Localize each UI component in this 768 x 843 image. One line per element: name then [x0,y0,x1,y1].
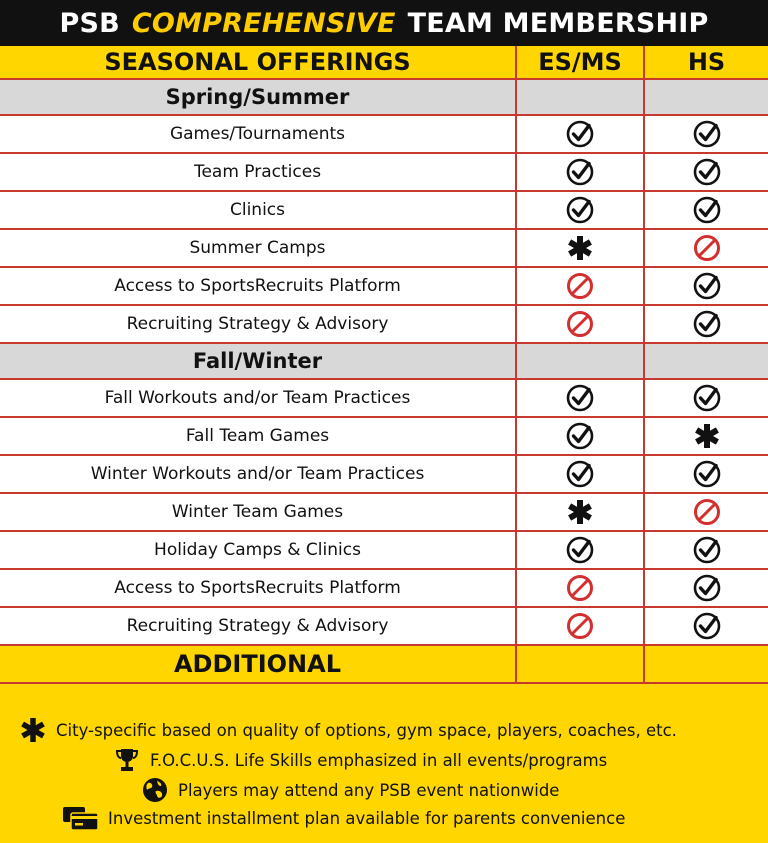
hs-cell [644,191,768,229]
offering-label: Access to SportsRecruits Platform [0,569,516,607]
table-row [0,531,768,569]
offering-label: Holiday Camps & Clinics [0,531,516,569]
note-text: Investment installment plan available for parents convenience [108,808,626,828]
header-row [0,46,768,79]
prohibited-icon [565,314,595,334]
table-row [0,153,768,191]
hs-cell [644,569,768,607]
title-part1: PSB [59,7,120,39]
offering-label: Recruiting Strategy & Advisory [0,305,516,343]
esms-cell [516,531,644,569]
table-row [0,191,768,229]
prohibited-icon [692,502,722,522]
hs-cell [644,229,768,267]
notes-section [0,711,768,843]
additional-row [0,645,768,683]
check-circle-icon [692,388,722,408]
esms-cell [516,493,644,531]
check-circle-icon [692,124,722,144]
note-text: F.O.C.U.S. Life Skills emphasized in all events/programs [150,750,608,770]
offering-label: Fall Workouts and/or Team Practices [0,379,516,417]
table-row [0,417,768,455]
asterisk-icon [18,717,48,743]
offering-label: Winter Workouts and/or Team Practices [0,455,516,493]
esms-cell [516,153,644,191]
hs-cell [644,153,768,191]
table-row [0,267,768,305]
note-nationwide [140,777,559,803]
title-part2: TEAM MEMBERSHIP [407,7,709,39]
offering-label: Winter Team Games [0,493,516,531]
asterisk-icon [565,502,595,522]
esms-cell [516,417,644,455]
section-title: Fall/Winter [0,343,516,379]
table-row [0,607,768,645]
globe-icon [140,777,170,803]
hs-cell [644,531,768,569]
check-circle-icon [692,276,722,296]
check-circle-icon [565,540,595,560]
hs-cell [644,455,768,493]
table-row [0,455,768,493]
esms-cell [516,115,644,153]
note-text: Players may attend any PSB event nationwide [178,780,560,800]
hs-cell [644,305,768,343]
header-esms: ES/MS [516,46,644,79]
esms-cell [516,229,644,267]
prohibited-icon [565,276,595,296]
section-esms-cell [516,79,644,115]
hs-cell [644,115,768,153]
esms-cell [516,607,644,645]
hs-cell [644,267,768,305]
check-circle-icon [565,464,595,484]
esms-cell [516,569,644,607]
offerings-table [0,46,768,684]
prohibited-icon [565,616,595,636]
offering-label: Games/Tournaments [0,115,516,153]
offering-label: Access to SportsRecruits Platform [0,267,516,305]
check-circle-icon [565,200,595,220]
section-esms-cell [516,343,644,379]
check-circle-icon [692,314,722,334]
table-row [0,379,768,417]
check-circle-icon [692,162,722,182]
section-row [0,343,768,379]
check-circle-icon [692,616,722,636]
hs-cell [644,607,768,645]
offering-label: Fall Team Games [0,417,516,455]
section-title: Spring/Summer [0,79,516,115]
check-circle-icon [565,388,595,408]
table-row [0,115,768,153]
offering-label: Summer Camps [0,229,516,267]
page-title [0,0,768,46]
note-installment-plan [62,805,625,831]
table-row [0,493,768,531]
esms-cell [516,267,644,305]
esms-cell [516,379,644,417]
trophy-icon [112,747,142,773]
hs-cell [644,417,768,455]
section-hs-cell [644,343,768,379]
check-circle-icon [565,426,595,446]
section-hs-cell [644,79,768,115]
note-city-specific [18,717,677,743]
header-hs: HS [644,46,768,79]
prohibited-icon [565,578,595,598]
additional-title: ADDITIONAL [0,645,516,683]
check-circle-icon [692,540,722,560]
offering-label: Team Practices [0,153,516,191]
hs-cell [644,493,768,531]
offering-label: Recruiting Strategy & Advisory [0,607,516,645]
table-row [0,305,768,343]
asterisk-icon [692,426,722,446]
prohibited-icon [692,238,722,258]
esms-cell [516,455,644,493]
additional-esms-cell [516,645,644,683]
esms-cell [516,305,644,343]
esms-cell [516,191,644,229]
note-focus-life-skills [112,747,607,773]
table-row [0,569,768,607]
table-row [0,229,768,267]
check-circle-icon [692,578,722,598]
section-row [0,79,768,115]
credit-card-icon [62,805,100,831]
header-seasonal-offerings: SEASONAL OFFERINGS [0,46,516,79]
additional-hs-cell [644,645,768,683]
check-circle-icon [565,124,595,144]
check-circle-icon [565,162,595,182]
check-circle-icon [692,464,722,484]
title-accent: COMPREHENSIVE [131,7,396,39]
asterisk-icon [565,238,595,258]
note-text: City-specific based on quality of options, gym space, players, coaches, etc. [56,720,677,740]
hs-cell [644,379,768,417]
check-circle-icon [692,200,722,220]
offering-label: Clinics [0,191,516,229]
